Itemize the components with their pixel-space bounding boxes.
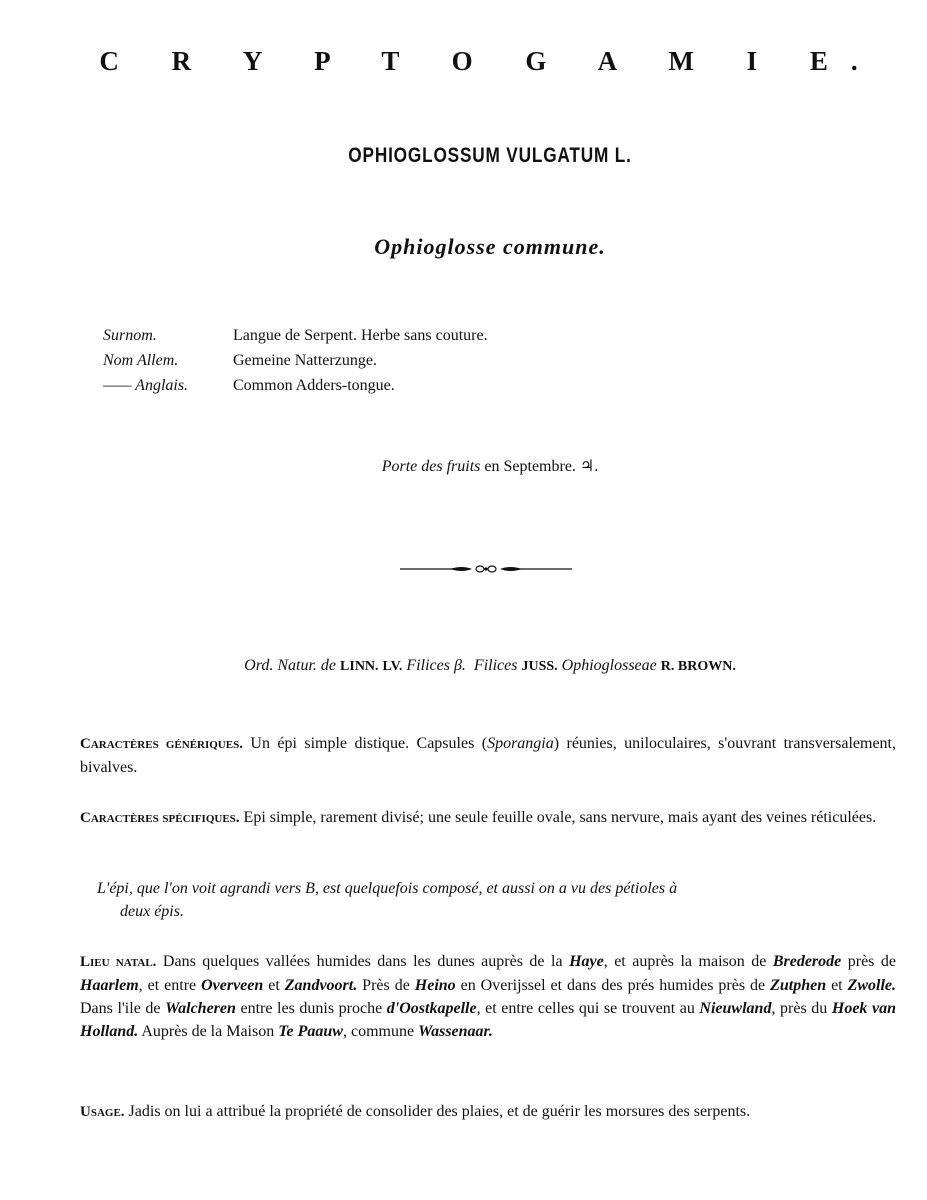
fruiting-label: Porte des fruits — [381, 458, 481, 475]
name-row — [103, 348, 488, 373]
habitat-text: Près de — [357, 977, 415, 994]
place-name: Haarlem — [80, 977, 139, 994]
habitat-text: , commune — [342, 1023, 419, 1040]
habitat-text: , et entre — [138, 977, 202, 994]
habitat-text: , près du — [771, 1000, 832, 1017]
place-name: Heino — [414, 977, 456, 994]
place-name: d'Oostkapelle — [386, 1000, 477, 1017]
place-name: Te Paauw — [278, 1023, 343, 1040]
habitat-text: Dans quelques vallées humides dans les dunes auprès de la — [156, 953, 570, 970]
place-name: Wassenaar. — [418, 1023, 493, 1040]
place-name: Overveen — [201, 977, 264, 994]
generic-characters-label: Caractères génériques. — [80, 736, 243, 752]
name-row — [103, 323, 488, 348]
name-value: Common Adders-tongue. — [233, 377, 395, 394]
ordo-label: Ord. Natur. de — [244, 657, 337, 674]
ordo-ophioglosseae: Ophioglosseae — [561, 657, 657, 674]
name-key: —— Anglais. — [103, 377, 189, 394]
place-name: Zwolle. — [847, 977, 897, 994]
name-key: Nom Allem. — [103, 352, 179, 369]
place-name: Zutphen — [770, 977, 827, 994]
name-key: Surnom. — [103, 327, 157, 344]
usage-label: Usage. — [80, 1104, 125, 1120]
page-title: C R Y P T O G A M I E. — [99, 46, 881, 76]
vernacular-names-table — [103, 323, 488, 398]
generic-characters-paragraph — [80, 732, 896, 779]
habitat-text: et — [826, 977, 848, 994]
habitat-text: près de — [841, 953, 897, 970]
taxonomy-line — [0, 657, 927, 675]
name-value: Gemeine Natterzunge. — [233, 352, 377, 369]
habitat-text: entre les dunis proche — [235, 1000, 387, 1017]
author-brown: R. BROWN. — [660, 659, 736, 674]
place-name: Brederode — [772, 953, 842, 970]
note-line-2: deux épis. — [120, 903, 184, 920]
place-name: Haye — [569, 953, 604, 970]
place-name: Zandvoort. — [284, 977, 358, 994]
usage-paragraph — [80, 1100, 896, 1124]
sporangia-term: Sporangia — [487, 735, 554, 752]
habitat-text: Dans l'ile de — [80, 1000, 166, 1017]
usage-text: Jadis on lui a attribué la propriété de consolider des plaies, et de guérir les morsures des serpents. — [124, 1103, 751, 1120]
fruiting-period — [0, 456, 927, 476]
generic-text: Un épi simple distique. Capsules ( — [242, 735, 488, 752]
habitat-text: et — [263, 977, 285, 994]
common-name: Ophioglosse commune. — [374, 234, 606, 259]
name-value: Langue de Serpent. Herbe sans couture. — [233, 327, 488, 344]
generic-text-end: ) réunies, uniloculaires, s'ouvrant transversalement, bivalves. — [80, 735, 896, 776]
specific-characters-label: Caractères spécifiques. — [80, 810, 240, 826]
ordo-filices: Filices — [473, 657, 518, 674]
habitat-paragraph — [80, 950, 896, 1043]
habitat-text: , et entre celles qui se trouvent au — [476, 1000, 700, 1017]
habitat-text: Auprès de la Maison — [138, 1023, 279, 1040]
habitat-text: , et auprès la maison de — [603, 953, 773, 970]
habitat-label: Lieu natal. — [80, 954, 157, 970]
place-name: Nieuwland — [699, 1000, 772, 1017]
figure-note — [97, 877, 897, 923]
ornament-divider-icon — [400, 560, 572, 580]
author-linn: LINN. — [340, 659, 379, 674]
fruiting-text: en Septembre. ♃. — [484, 458, 599, 475]
species-name: OPHIOGLOSSUM VULGATUM L. — [348, 144, 632, 167]
specific-characters-paragraph — [80, 806, 896, 830]
ordo-filices-beta: Filices β. — [406, 657, 466, 674]
place-name: Hoek van Holland. — [80, 1000, 897, 1040]
note-line-1: L'épi, que l'on voit agrandi vers B, est quelquefois composé, et aussi on a vu des pétioles à — [97, 880, 678, 897]
ordo-number: LV. — [382, 659, 403, 674]
name-row — [103, 373, 488, 398]
specific-text: Epi simple, rarement divisé; une seule feuille ovale, sans nervure, mais ayant des veines réticulées. — [239, 809, 877, 826]
place-name: Walcheren — [165, 1000, 236, 1017]
author-juss: JUSS. — [521, 659, 558, 674]
habitat-text: en Overijssel et dans des prés humides près de — [455, 977, 771, 994]
